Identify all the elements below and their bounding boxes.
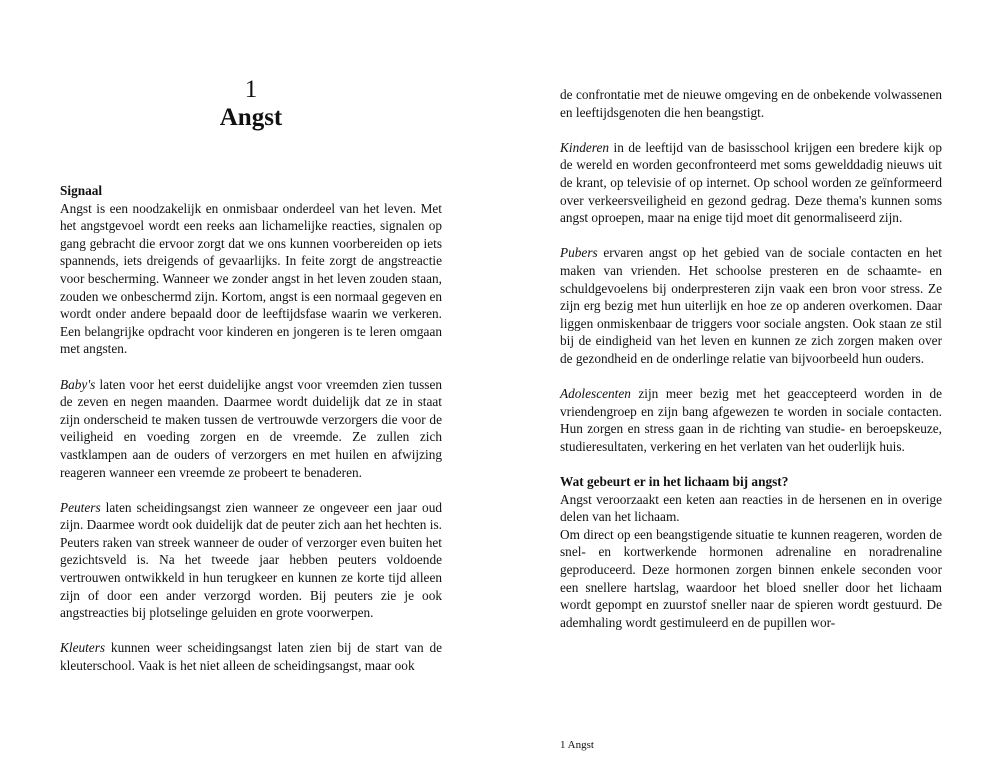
chapter-number: 1	[244, 76, 258, 103]
text-pubers: ervaren angst op het gebied van de sociale contacten en het maken van vrienden. Het schoolse presteren en de schaamte- en schuldgevoelens bij onderpresteren zijn vaak een bron voor stress. Ze zijn erg bezig met hun uiterlijk en hoe ze op anderen overkomen. Daar liggen onmiskenbaar de triggers voor sociale angsten. Ook staan ze stil bij de eindigheid van het leven en kunnen ze zich zorgen maken over de gezondheid en de onderlinge relatie van bijvoorbeeld hun ouders.	[560, 245, 942, 366]
chapter-heading	[60, 76, 442, 132]
text-kleuters: kunnen weer scheidingsangst laten zien bij de start van de kleuterschool. Vaak is het niet alleen de scheidingsangst, maar ook	[60, 640, 442, 674]
paragraph-intro: Angst is een noodzakelijk en onmisbaar onderdeel van het leven. Met het angstgevoel wordt een reeks aan lichamelijke reacties, signalen op gang gebracht die ervoor zorgt dat we ons kunnen voorbereiden op iets spannends, iets dreigends of gevaarlijks. In feite zorgt de angstreactie voor bescherming. Wanneer we zonder angst in het leven zouden staan, zouden we onbeschermd zijn. Kortom, angst is een normaal gegeven en wordt onder andere bepaald door de leeftijdsfase waarin we verkeren. Een belangrijke opdracht voor kinderen en jongeren is te leren omgaan met angsten.	[60, 200, 442, 357]
term-pubers: Pubers	[560, 245, 598, 261]
paragraph-pubers	[560, 244, 942, 367]
text-babys: laten voor het eerst duidelijke angst voor vreemden zien tussen de zeven en negen maanden. Daarmee wordt duidelijk dat ze in staat zijn onderscheid te maken tussen de vertrouwde verzorgers die voor de veiligheid en voeding zorgen en de vreemde. Ze zullen zich vastklampen aan de ouders of verzorgers en met huilen en afwijzing reageren wanneer een vreemde ze probeert te benaderen.	[60, 376, 442, 480]
paragraph-adolescenten	[560, 385, 942, 455]
right-page-body	[560, 86, 942, 631]
paragraph-peuters	[60, 499, 442, 622]
text-peuters: laten scheidingsangst zien wanneer ze ongeveer een jaar oud zijn. Daarmee wordt ook duidelijk dat de peuter zich aan het hechten is. Peuters raken van streek wanneer de ouder of verzorger even buiten het gezichtsveld is. Na het tweede jaar hebben peuters voldoende vertrouwen ontwikkeld in hun terugkeer en kunnen ze korte tijd alleen zijn of door een ander verzorgd worden. Bij peuters zie je ook angstreacties bij plotselinge geluiden en grote voorwerpen.	[60, 499, 442, 621]
text-adolescenten: zijn meer bezig met het geaccepteerd worden in de vriendengroep en zijn bang afgewezen te worden in sociale contacten. Hun zorgen en stress gaan in de richting van studie- en beroepskeuze, studieresultaten, verkering en het verlaten van het ouderlijk huis.	[560, 386, 942, 454]
paragraph-kinderen	[560, 139, 942, 227]
paragraph-babys	[60, 376, 442, 482]
paragraph-kleuters	[60, 639, 442, 674]
right-page	[560, 0, 942, 631]
term-babys: Baby's	[60, 376, 96, 392]
paragraph-lichaam-2: Om direct op een beangstigende situatie te kunnen reageren, worden de snel- en kortwerkende hormonen adrenaline en noradrenaline geproduceerd. Deze hormonen zorgen binnen enkele seconden voor een snellere hartslag, waardoor het bloed sneller door het lichaam wordt gepompt en zuurstof sneller naar de spieren wordt gestuurd. De ademhaling wordt gestimuleerd en de pupillen wor-	[560, 526, 942, 630]
term-kleuters: Kleuters	[60, 640, 106, 656]
chapter-title: Angst	[219, 104, 283, 131]
term-adolescenten: Adolescenten	[560, 386, 631, 402]
section-heading-lichaam: Wat gebeurt er in het lichaam bij angst?	[560, 474, 789, 490]
term-kinderen: Kinderen	[560, 139, 609, 155]
section-heading-signaal: Signaal	[60, 183, 103, 198]
paragraph-lichaam-1: Angst veroorzaakt een keten aan reacties in de hersenen en in overige delen van het lichaam.	[560, 491, 942, 525]
text-kinderen: in de leeftijd van de basisschool krijgen een bredere kijk op de wereld en worden geconfronteerd met soms gewelddadig nieuws uit de krant, op televisie of op internet. Op school worden ze geïnformeerd over verkeersveiligheid en gezond gedrag. Deze thema's kunnen soms angst oproepen, maar na enige tijd moet dit genormaliseerd zijn.	[560, 139, 942, 226]
term-peuters: Peuters	[60, 499, 101, 515]
running-footer: 1 Angst	[560, 739, 594, 751]
paragraph-continuation: de confrontatie met de nieuwe omgeving en de onbekende volwassenen en leeftijdsgenoten die hen beangstigt.	[560, 87, 942, 120]
left-page	[60, 0, 442, 675]
